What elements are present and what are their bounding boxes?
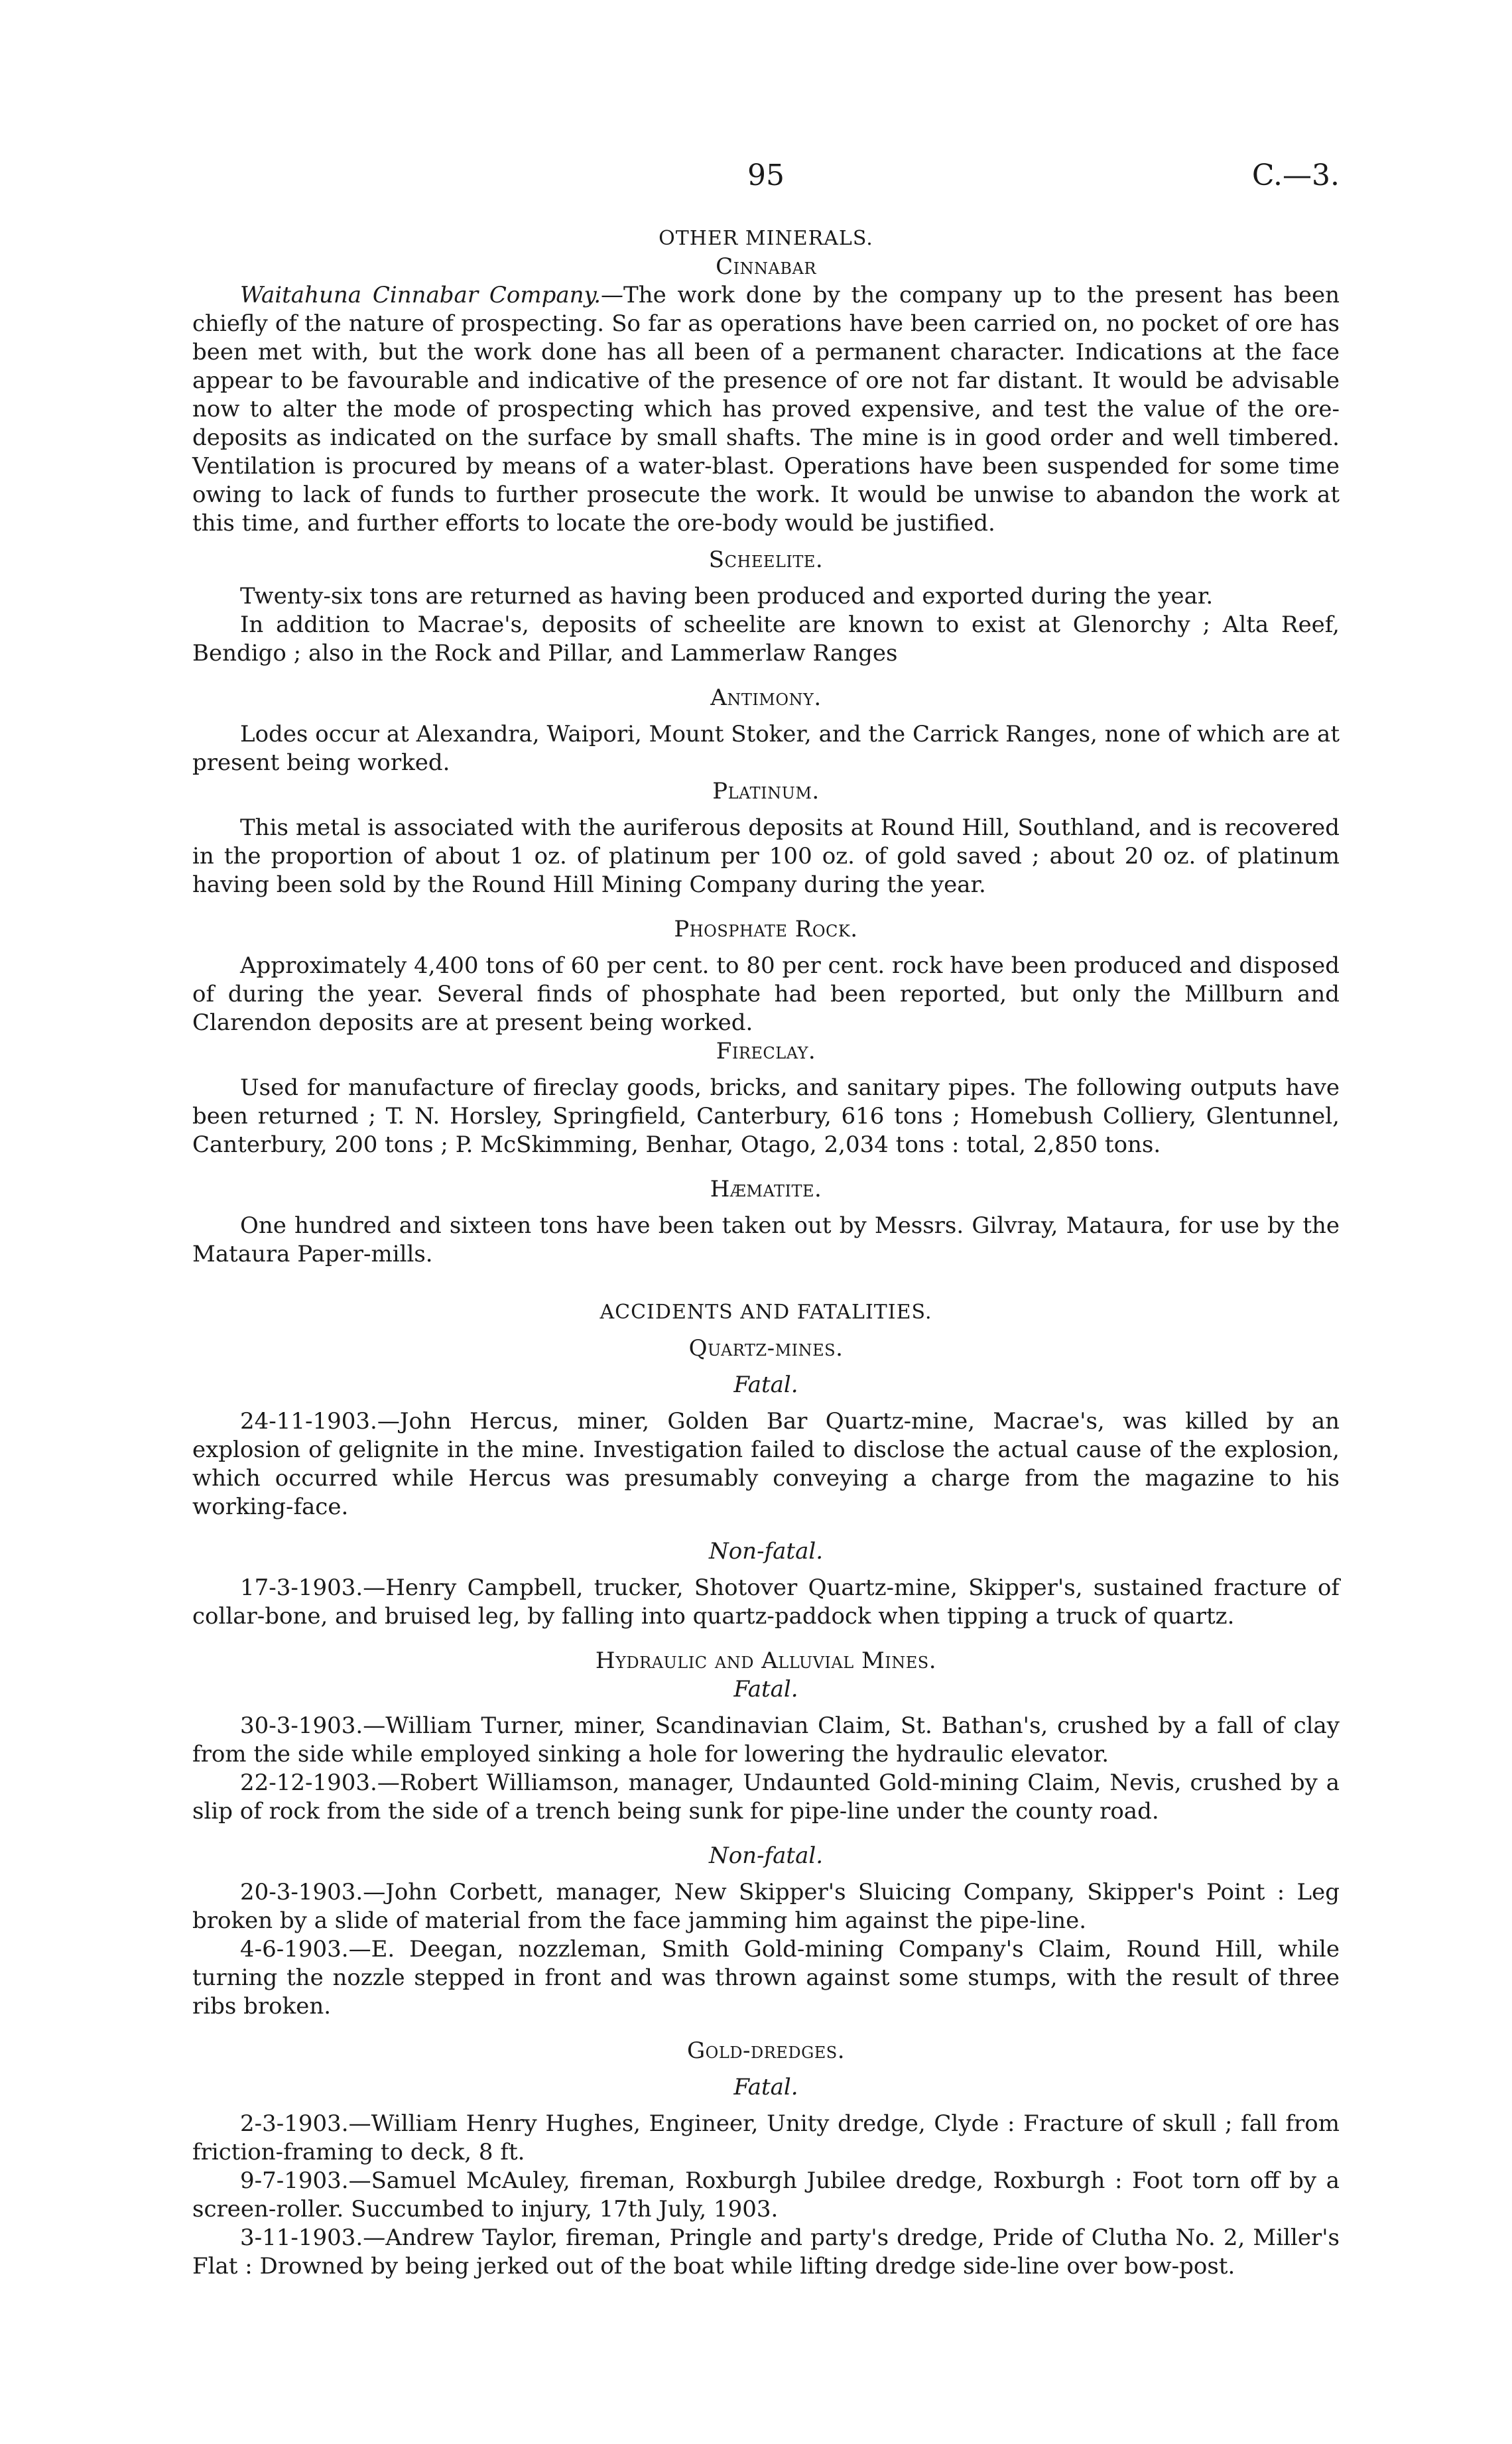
- document-reference: C.—3.: [1251, 159, 1340, 192]
- fatal-label: Fatal.: [733, 1372, 798, 1398]
- other-minerals-section: [192, 224, 1340, 1269]
- accidents-section: [192, 1298, 1340, 2281]
- paragraph-scheelite-2: In addition to Macrae's, deposits of scheelite are known to exist at Glenorchy ; Alta Reef, Bendigo ; also in the Rock and Pillar, and Lammerlaw Ranges: [192, 611, 1340, 667]
- accident-entry: 9-7-1903.—Samuel McAuley, fireman, Roxburgh Jubilee dredge, Roxburgh : Foot torn off by a screen-roller. Succumbed to injury, 17th July, 1903.: [192, 2167, 1340, 2222]
- subsection-heading-cinnabar: Cinnabar: [716, 253, 816, 280]
- paragraph-lead: Waitahuna Cinnabar Company.: [240, 282, 601, 308]
- paragraph-cinnabar: [192, 281, 1340, 538]
- paragraph-platinum: This metal is associated with the auriferous deposits at Round Hill, Southland, and is recovered in the proportion of about 1 oz. of platinum per 100 oz. of gold saved ; about 20 oz. of platinum having been sold by the Round Hill Mining Company during the year.: [192, 814, 1340, 898]
- subsection-heading-antimony: Antimony.: [710, 684, 822, 711]
- accident-entry: 17-3-1903.—Henry Campbell, trucker, Shotover Quartz-mine, Skipper's, sustained fracture of collar-bone, and bruised leg, by falling into quartz-paddock when tipping a truck of quartz.: [192, 1575, 1340, 1630]
- subsection-heading-fireclay: Fireclay.: [716, 1038, 816, 1064]
- paragraph-phosphate: Approximately 4,400 tons of 60 per cent. to 80 per cent. rock have been produced and disposed of during the year. Several finds of phosphate had been reported, but only the Millburn and Clarendon deposits are at present being worked.: [192, 952, 1340, 1036]
- subsection-heading-quartz-mines: Quartz-mines.: [688, 1335, 844, 1362]
- accident-entry: 30-3-1903.—William Turner, miner, Scandinavian Claim, St. Bathan's, crushed by a fall of clay from the side while employed sinking a hole for lowering the hydraulic elevator.: [192, 1712, 1340, 1768]
- nonfatal-label: Non-fatal.: [708, 1538, 824, 1565]
- subsection-heading-scheelite: Scheelite.: [708, 547, 824, 573]
- subsection-heading-haematite: Hæmatite.: [710, 1176, 822, 1202]
- paragraph-text: —The work done by the company up to the present has been chiefly of the nature of prospecting. So far as operations have been carried on, no pocket of ore has been met with, but the work done has all been of a permanent character. Indications at the face appear to be favourable and indicative of the presence of ore not far distant. It would be advisable now to alter the mode of prospecting which has proved expensive, and test the value of the ore-deposits as indicated on the surface by small shafts. The mine is in good order and well timbered. Ventilation is procured by means of a water-blast. Operations have been suspended for some time owing to lack of funds to further prosecute the work. It would be unwise to abandon the work at this time, and further efforts to locate the ore-body would be justified.: [192, 282, 1340, 537]
- accident-entry: 4-6-1903.—E. Deegan, nozzleman, Smith Gold-mining Company's Claim, Round Hill, while turning the nozzle stepped in front and was thrown against some stumps, with the result of three ribs broken.: [192, 1936, 1340, 2020]
- paragraph-fireclay: Used for manufacture of fireclay goods, bricks, and sanitary pipes. The following outputs have been returned ; T. N. Horsley, Springfield, Canterbury, 616 tons ; Homebush Colliery, Glentunnel, Canterbury, 200 tons ; P. McSkimming, Benhar, Otago, 2,034 tons : total, 2,850 tons.: [192, 1074, 1340, 1158]
- page-content: [192, 224, 1340, 2281]
- subsection-heading-hydraulic: Hydraulic and Alluvial Mines.: [595, 1647, 937, 1674]
- fatal-label: Fatal.: [733, 1676, 798, 1703]
- paragraph-scheelite-1: Twenty-six tons are returned as having been produced and exported during the year.: [240, 583, 1214, 610]
- accident-entry: 3-11-1903.—Andrew Taylor, fireman, Pringle and party's dredge, Pride of Clutha No. 2, Miller's Flat : Drowned by being jerked out of the boat while lifting dredge side-line over bow-post.: [192, 2224, 1340, 2280]
- paragraph-haematite: One hundred and sixteen tons have been taken out by Messrs. Gilvray, Mataura, for use by the Mataura Paper-mills.: [192, 1212, 1340, 1267]
- paragraph-antimony: Lodes occur at Alexandra, Waipori, Mount Stoker, and the Carrick Ranges, none of which are at present being worked.: [192, 721, 1340, 776]
- page-number: 95: [747, 159, 785, 192]
- accident-entry: 22-12-1903.—Robert Williamson, manager, Undaunted Gold-mining Claim, Nevis, crushed by a slip of rock from the side of a trench being sunk for pipe-line under the county road.: [192, 1769, 1340, 1825]
- accident-entry: 2-3-1903.—William Henry Hughes, Engineer, Unity dredge, Clyde : Fracture of skull ; fall from friction-framing to deck, 8 ft.: [192, 2110, 1340, 2165]
- document-page: [192, 0, 1340, 2444]
- subsection-heading-gold-dredges: Gold-dredges.: [686, 2037, 846, 2064]
- section-title: ACCIDENTS AND FATALITIES.: [599, 1301, 932, 1324]
- nonfatal-label: Non-fatal.: [708, 1842, 824, 1869]
- accident-entry: 20-3-1903.—John Corbett, manager, New Skipper's Sluicing Company, Skipper's Point : Leg broken by a slide of material from the face jamming him against the pipe-line.: [192, 1879, 1340, 1934]
- accident-entry: 24-11-1903.—John Hercus, miner, Golden Bar Quartz-mine, Macrae's, was killed by an explosion of gelignite in the mine. Investigation failed to disclose the actual cause of the explosion, which occurred while Hercus was presumably conveying a charge from the magazine to his working-face.: [192, 1408, 1340, 1520]
- subsection-heading-phosphate: Phosphate Rock.: [674, 916, 858, 942]
- fatal-label: Fatal.: [733, 2074, 798, 2100]
- section-title: OTHER MINERALS.: [659, 227, 873, 250]
- subsection-heading-platinum: Platinum.: [712, 778, 820, 804]
